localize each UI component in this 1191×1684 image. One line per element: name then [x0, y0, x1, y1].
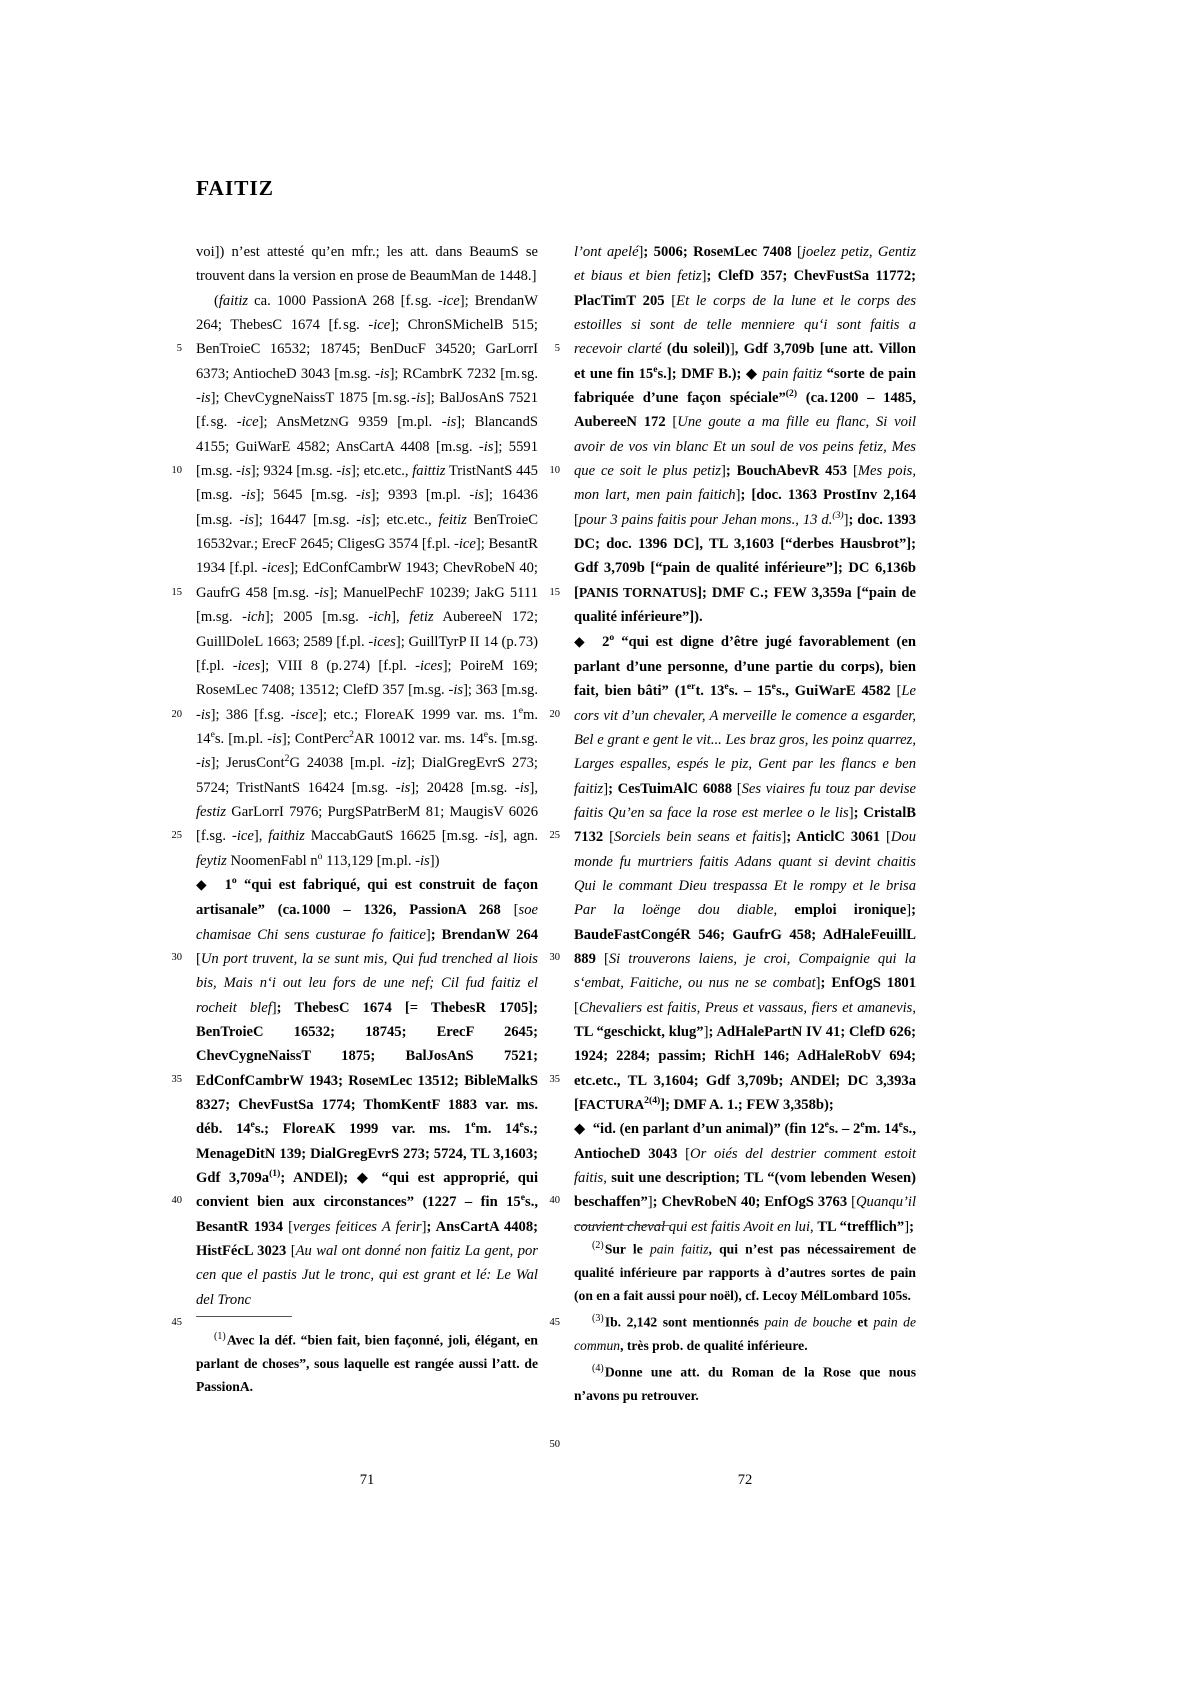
line-number: 20	[171, 708, 182, 720]
line-number: 45	[549, 1317, 560, 1329]
line-number: 40	[549, 1195, 560, 1207]
line-number-gutter-right	[538, 240, 560, 1457]
line-number: 10	[549, 465, 560, 477]
line-number: 50	[549, 1438, 560, 1450]
line-number: 40	[171, 1195, 182, 1207]
left-column-text	[196, 240, 538, 1312]
paragraph-sense-1: ◆ 1$^o$ “qui est fabriqué, qui est construit de façon artisanale” (ca. 1000 – 1326, PassionA 268 [soe chamisae Chi sens custurae fo faitice]; BrendanW 264 [Un port truvent, la se sunt mis, Qui fud trenched al liois bis, Mais n‘i out leu fors de une nef; Cil fud faitiz el rocheit blef]; ThebesC 1674 [= ThebesR 1705]; BenTroieC 16532; 18745; ErecF 2645; ChevCygneNaissT 1875; BalJosAnS 7521; EdConfCambrW 1943; RoseMLec 13512; BibleMalkS 8327; ChevFustSa 1774; ThomKentF 1883 var. ms. déb. 14es.; FloreAK 1999 var. ms. 1em. 14es.; MenageDitN 139; DialGregEvrS 273; 5724, TL 3,1603; Gdf $3,709a^{(1)}$; ANDEl); ◆ “qui est approprié, qui convient bien aux circonstances” (1227 – fin 15es., BesantR 1934 [verges feitices A ferir]; AnsCartA 4408; HistFécL 3023 [Au wal ont donné non faitiz La gent, por cen que el pastis Jut le tronc, qui est grant et lé: Le Wal del Tronc	[196, 875, 539, 1308]
line-number: 10	[171, 465, 182, 477]
paragraph-sense-2: ◆ 2$^o$ “qui est digne d’être jugé favorablement (en parlant d’une personne, d’une partie du corps), bien fait, bien bâti” (1ert. 13es. – 15es., GuiWarE 4582 [Le cors vit d’un chevaler, A merveille le comence a esgarder, Bel e grant e gent le vit... Les braz gros, les poinz quarrez, Larges espalles, espés le piz, Gent par les flancs e ben faitiz]; CesTuimAlC 6088 [Ses viaires fu touz par devise faitis Qu’en sa face la rose est merlee o le lis]; CristalB 7132 [Sorciels bein seans et faitis]; AnticlC 3061 [Dou monde fu murtriers faitis Adans quant si devint chaitis Qui le commant Dieu trespassa Et le rompy et le brisa Par la loënge dou diable, emploi ironique]; BaudeFastCongéR 546; GaufrG 458; AdHaleFeuillL 889 [Si trouverons laiens, je croi, Compaignie qui la s‘embat, Faitiche, ou nus ne se combat]; EnfOgS 1801 [Chevaliers est faitis, Preus et vassaus, fiers et amanevis, TL “geschickt, klug”]; AdHalePartN IV 41; ClefD 626; 1924; 2284; passim; RichH 146; AdHaleRobV 694; etc.etc., TL 3,1604; Gdf 3,709b; ANDEl; DC 3,393a $[FACTURA^{2(4)}]$; DMF A. 1.; FEW 3,358b);	[574, 631, 917, 1114]
line-number: 20	[549, 708, 560, 720]
page-title: FAITIZ	[196, 176, 274, 200]
line-number: 15	[171, 586, 182, 598]
right-column-text	[574, 240, 916, 1239]
footnote-marker: (2)	[592, 1240, 604, 1251]
footnote-marker: (4)	[592, 1363, 604, 1375]
page-number-right: 72	[737, 1472, 753, 1488]
footnote-rule	[574, 1225, 670, 1226]
line-number: 15	[549, 586, 560, 598]
paragraph-forms: (faitiz ca. 1000 PassionA 268 [f. sg. -ice]; BrendanW 264; ThebesC 1674 [f. sg. -ice]; ChronSMichelB 515; BenTroieC 16532; 18745; BenDucF 34520; GarLorrI 6373; AntiocheD 3043 [m.sg. -is]; RCambrK 7232 [m. sg. -is]; ChevCygneNaissT 1875 [m. sg. -is]; BalJosAnS 7521 [f. sg. -ice]; AnsMetzNG 9359 [m.pl. -is]; BlancandS 4155; GuiWarE 4582; AnsCartA 4408 [m.sg. -is]; 5591 [m.sg. -is]; 9324 [m.sg. -is]; etc.etc., faittiz TristNantS 445 [m.sg. -is]; 5645 [m.sg. -is]; 9393 [m.pl. -is]; 16436 [m.sg. -is]; 16447 [m.sg. -is]; etc.etc., feitiz BenTroieC 16532var.; ErecF 2645; CligesG 3574 [f.pl. -ice]; BesantR 1934 [f.pl. -ices]; EdConfCambrW 1943; ChevRobeN 40; GaufrG 458 [m.sg. -is]; ManuelPechF 10239; JakG 5111 [m.sg. -ich]; 2005 [m.sg. -ich], fetiz AubereeN 172; GuillDoleL 1663; 2589 [f.pl. -ices]; GuillTyrP II 14 (p. 73) [f.pl. -ices]; VIII 8 (p. 274) [f.pl. -ices]; PoireM 169; RoseMLec 7408; 13512; ClefD 357 [m.sg. -is]; 363 [m.sg. -is]; 386 [f.sg. -isce]; etc.; FloreAK 1999 var. ms. 1em. 14es. [m.pl. -is]; ContPerc$^2$AR 10012 var. ms. 14es. [m.sg. -is]; JerusCont$^2$G 24038 [m.pl. -iz]; DialGregEvrS 273; 5724; TristNantS 16424 [m.sg. -is]; 20428 [m.sg. -is], festiz GarLorrI 7976; PurgSPatrBerM 81; MaugisV 6026 [f.sg. -ice], faithiz MaccabGautS 16625 [m.sg. -is], agn. feytiz NoomenFabl $n^o$ 113,129 [m.pl. -is])	[196, 292, 539, 869]
footnote-marker: (3)	[592, 1313, 604, 1325]
line-number: 5	[554, 343, 560, 355]
line-number: 5	[176, 343, 182, 355]
line-number: 35	[171, 1073, 182, 1085]
footnote-2: $^{(2)}$ Sur le pain faitiz, qui n’est pas nécessairement de qualité inférieure par rapports à d’autres sortes de pain (on en a fait aussi pour noël), cf. Lecoy MélLombard 105s.	[574, 1240, 917, 1303]
footnote-3: $^{(3)}$ Ib. 2,142 sont mentionnés pain de bouche et pain de commun, très prob. de qualité inférieure.	[574, 1313, 916, 1353]
line-number-gutter-left	[160, 240, 182, 1335]
line-number: 30	[171, 951, 182, 963]
footnote-block-right	[574, 1225, 916, 1407]
footnote-rule	[196, 1316, 292, 1317]
footnote-1: $^{(1)}$ Avec la déf. “bien fait, bien façonné, joli, élégant, en parlant de choses”, sous laquelle est rangée aussi l’att. de PassionA.	[196, 1331, 538, 1394]
line-number: 35	[549, 1073, 560, 1085]
paragraph-intro: voi]) n’est attesté qu’en mfr.; les att. dans BeaumS se trouvent dans la version en prose de BeaumMan de 1448.]	[196, 244, 538, 285]
paragraph-sense-3: ◆ “id. (en parlant d’un animal)” (fin 12es. – 2em. 14es., AntiocheD 3043 [Or oiés del destrier comment estoit faitis, suit une description; TL “(vom lebenden Wesen) beschaffen”]; ChevRobeN 40; EnfOgS 3763 [Quanqu’il couvient cheval qui est faitis Avoit en lui, TL “trefflich”];	[574, 1119, 917, 1235]
paragraph-sense-1-cont: l’ont apelé]; 5006; RoseMLec 7408 [joelez petiz, Gentiz et biaus et bien fetiz]; ClefD 357; ChevFustSa 11772; PlacTimT 205 [Et le corps de la lune et le corps des estoilles si sont de telle menniere qu‘i sont faitis a recevoir clarté (du soleil)], Gdf 3,709b [une att. Villon et une fin 15es.]; DMF B.); ◆ pain faitiz “sorte de pain fabriquée d’une façon spéciale”$^{(2)}$ (ca. 1200 – 1485, AubereeN 172 [Une goute a ma fille eu flanc, Si voil avoir de vos vin blanc Et un soul de vos peins fetiz, Mes que ce soit le plus petiz]; BouchAbevR 453 [Mes pois, mon lart, men pain faitich]; [doc. 1363 ProstInv 2,164 [pour 3 pains faitis pour Jehan mons., 13 d.$^{(3)}$]; doc. 1393 DC; doc. 1396 DC], TL 3,1603 [“derbes Hausbrot”]; Gdf 3,709b [“pain de qualité inférieure”]; DC 6,136b [PANIS TORNATUS]; DMF C.; FEW 3,359a [“pain de qualité inférieure”]).	[574, 244, 917, 626]
line-number: 45	[171, 1317, 182, 1329]
footnote-marker: (1)	[214, 1331, 226, 1342]
line-number: 25	[549, 830, 560, 842]
footnote-4: $^{(4)}$ Donne une att. du Roman de la Rose que nous n’avons pu retrouver.	[574, 1363, 916, 1403]
page-number-left: 71	[359, 1472, 375, 1488]
footnote-block-left	[196, 1316, 538, 1398]
line-number: 30	[549, 951, 560, 963]
line-number: 25	[171, 830, 182, 842]
